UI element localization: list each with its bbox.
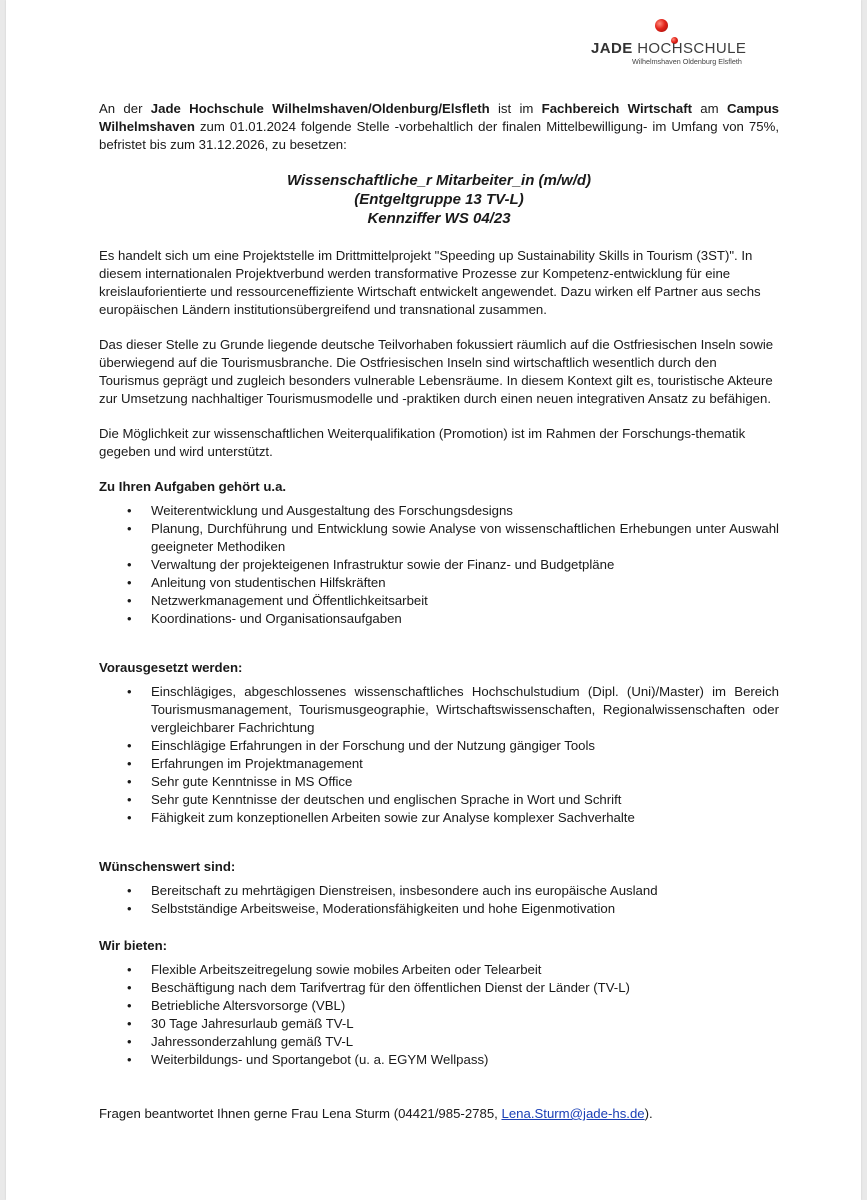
- list-item: • Weiterentwicklung und Ausgestaltung des Forschungsdesigns: [99, 502, 779, 520]
- title-line-2: (Entgeltgruppe 13 TV-L): [354, 191, 524, 208]
- list-item: • Verwaltung der projekteigenen Infrastruktur sowie der Finanz- und Budgetpläne: [99, 556, 779, 574]
- list-item: • Einschlägiges, abgeschlossenes wissenschaftliches Hochschulstudium (Dipl. (Uni)/Master) im Bereich Tourismusmanagement, Tourismusgeographie, Wirtschaftswissenschaften, Regionalwissenschaften oder vergleichbarer Fachrichtung: [99, 683, 779, 737]
- list-item: • Flexible Arbeitszeitregelung sowie mobiles Arbeiten oder Telearbeit: [99, 961, 779, 979]
- list-item: • Selbstständige Arbeitsweise, Moderationsfähigkeiten und hohe Eigenmotivation: [99, 900, 779, 918]
- offers-list: [99, 961, 779, 1069]
- desirable-list: [99, 882, 779, 918]
- tasks-list: [99, 502, 779, 628]
- list-item: • Koordinations- und Organisationsaufgaben: [99, 610, 779, 628]
- list-item: • Sehr gute Kenntnisse in MS Office: [99, 773, 779, 791]
- list-item: • Beschäftigung nach dem Tarifvertrag für den öffentlichen Dienst der Länder (TV-L): [99, 979, 779, 997]
- list-item: • Bereitschaft zu mehrtägigen Dienstreisen, insbesondere auch ins europäische Ausland: [99, 882, 779, 900]
- title-line-1: Wissenschaftliche_r Mitarbeiter_in (m/w/d): [286, 172, 592, 189]
- contact-email-link[interactable]: Lena.Sturm@jade-hs.de: [501, 1106, 645, 1121]
- document-page: [6, 0, 861, 1200]
- list-item: • Anleitung von studentischen Hilfskräften: [99, 574, 779, 592]
- list-item: • Weiterbildungs- und Sportangebot (u. a. EGYM Wellpass): [99, 1051, 779, 1069]
- list-item: • Jahressonderzahlung gemäß TV-L: [99, 1033, 779, 1051]
- list-item: • Sehr gute Kenntnisse der deutschen und englischen Sprache in Wort und Schrift: [99, 791, 779, 809]
- list-item: • Betriebliche Altersvorsorge (VBL): [99, 997, 779, 1015]
- desirable-heading: Wünschenswert sind:: [99, 859, 236, 874]
- tasks-heading: Zu Ihren Aufgaben gehört u.a.: [99, 479, 287, 494]
- contact-paragraph: Fragen beantwortet Ihnen gerne Frau Lena Sturm (04421/985-2785, Lena.Sturm@jade-hs.de).: [99, 1106, 653, 1121]
- intro-paragraph: An der Jade Hochschule Wilhelmshaven/Oldenburg/Elsfleth ist im Fachbereich Wirtschaft am Campus Wilhelmshaven zum 01.01.2024 folgende Stelle -vorbehaltlich der finalen Mittelbewilligung- im Umfang von 75%, befristet bis zum 31.12.2026, zu besetzen:: [99, 101, 779, 152]
- list-item: • Erfahrungen im Projektmanagement: [99, 755, 779, 773]
- jade-hochschule-logo: [589, 16, 769, 72]
- position-title: [99, 171, 779, 228]
- project-description-paragraph: Es handelt sich um eine Projektstelle im Drittmittelprojekt "Speeding up Sustainability Skills in Tourism (3ST)". In diesem internationalen Projektverbund werden transformative Prozesse zur Kompetenz-entwicklung für eine kreislauforientierte und ressourceneffiziente Wirtschaft entwickelt angewendet. Dazu wirken elf Partner aus sechs europäischen Ländern institutionsübergreifend und transnational zusammen.: [99, 248, 761, 317]
- promotion-paragraph: Die Möglichkeit zur wissenschaftlichen Weiterqualifikation (Promotion) ist im Rahmen der Forschungs-thematik gegeben und wird unterstützt.: [99, 426, 746, 459]
- subproject-description-paragraph: Das dieser Stelle zu Grunde liegende deutsche Teilvorhaben fokussiert räumlich auf die Ostfriesischen Inseln sowie überwiegend auf die Tourismusbranche. Die Ostfriesischen Inseln sind wirtschaftlich wesentlich durch den Tourismus geprägt und zugleich besonders vulnerable Lebensräume. In diesem Kontext gilt es, touristische Akteure zur Umsetzung nachhaltiger Tourismusmodelle und -praktiken durch einen neuen integrativen Ansatz zu befähigen.: [99, 337, 774, 406]
- list-item: • Planung, Durchführung und Entwicklung sowie Analyse von wissenschaftlichen Erhebungen unter Auswahl geeigneter Methodiken: [99, 520, 779, 556]
- list-item: • Fähigkeit zum konzeptionellen Arbeiten sowie zur Analyse komplexer Sachverhalte: [99, 809, 779, 827]
- list-item: • 30 Tage Jahresurlaub gemäß TV-L: [99, 1015, 779, 1033]
- list-item: • Einschlägige Erfahrungen in der Forschung und der Nutzung gängiger Tools: [99, 737, 779, 755]
- requirements-heading: Vorausgesetzt werden:: [99, 660, 243, 675]
- logo-red-dot-large: [655, 19, 668, 32]
- offers-heading: Wir bieten:: [99, 938, 168, 953]
- job-posting-body: [99, 100, 779, 1123]
- requirements-list: [99, 683, 779, 827]
- logo-wordmark: JADE HOCHSCHULE: [591, 40, 747, 57]
- list-item: • Netzwerkmanagement und Öffentlichkeitsarbeit: [99, 592, 779, 610]
- title-line-3: Kennziffer WS 04/23: [367, 210, 511, 227]
- logo-subtitle: Wilhelmshaven Oldenburg Elsfleth: [632, 57, 742, 66]
